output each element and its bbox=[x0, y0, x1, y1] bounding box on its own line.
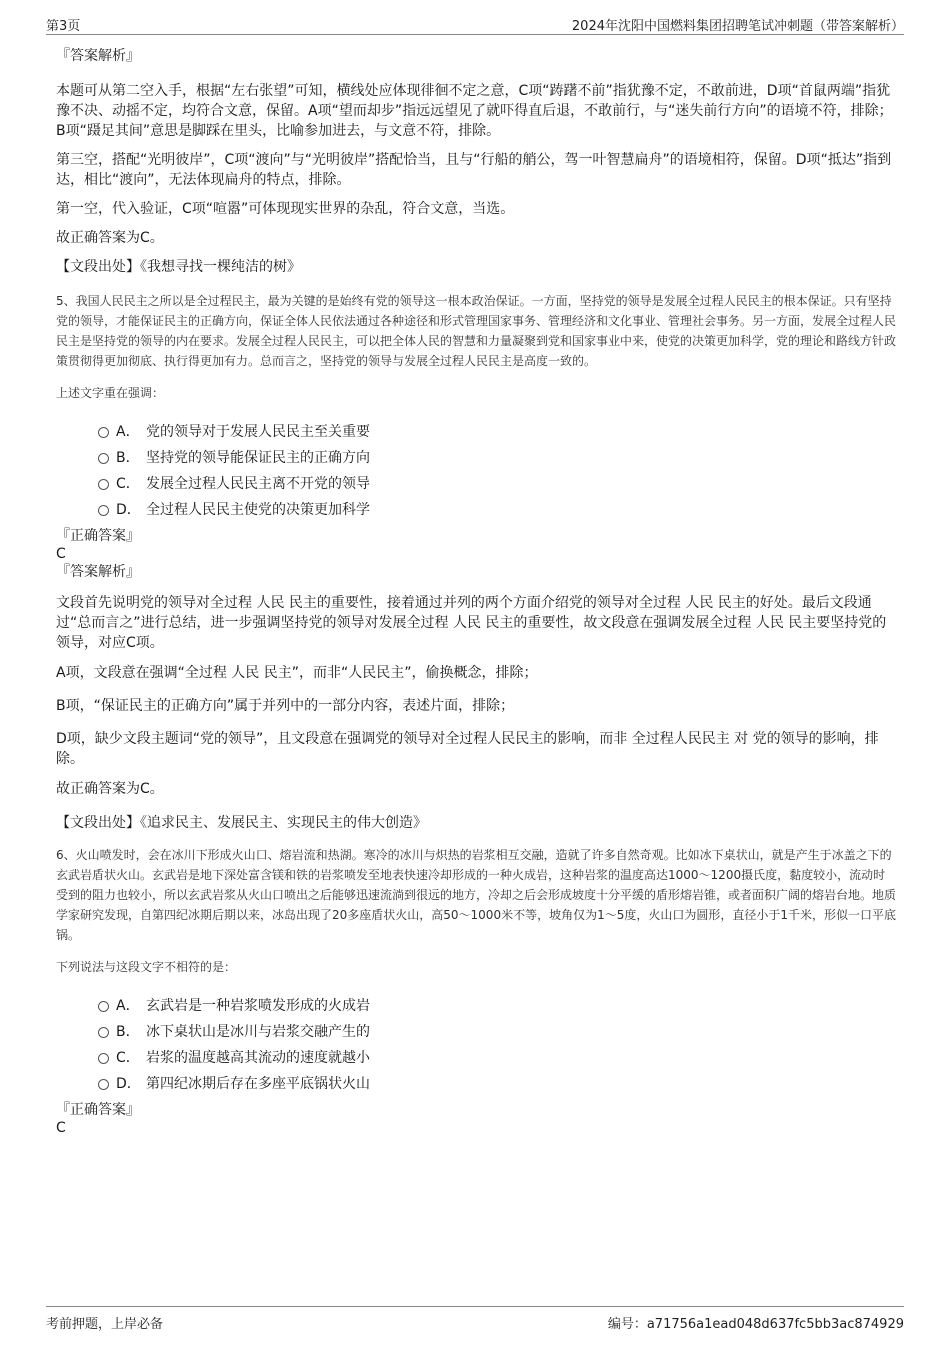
option-letter: C． bbox=[116, 476, 140, 492]
radio-icon[interactable] bbox=[98, 427, 109, 438]
option-letter: D． bbox=[116, 1076, 141, 1092]
option-d[interactable] bbox=[98, 1071, 896, 1097]
document-title: 2024年沈阳中国燃料集团招聘笔试冲刺题（带答案解析） bbox=[571, 19, 904, 34]
option-b[interactable] bbox=[98, 1019, 896, 1045]
analysis-paragraph: 文段首先说明党的领导对全过程 人民 民主的重要性，接着通过并列的两个方面介绍党的领导对全过程 人民 民主的好处。最后文段通过“总而言之”进行总结，进一步强调坚持党的领导对发展全过程 人民 民主的重要性，故文段意在强调发展全过程 人民 民主要坚持党的领导，对应C项。 bbox=[56, 595, 887, 651]
option-letter: A． bbox=[116, 998, 140, 1014]
option-text: 玄武岩是一种岩浆喷发形成的火成岩 bbox=[146, 998, 370, 1014]
option-list bbox=[56, 419, 896, 523]
radio-icon[interactable] bbox=[98, 453, 109, 464]
analysis-paragraph: 本题可从第二空入手，根据“左右张望”可知，横线处应体现徘徊不定之意，C项“踌躇不前”指犹豫不定，不敢前进，D项“首鼠两端”指犹豫不决、动摇不定，均符合文意，保留。A项“望而却步”指远远望见了就吓得直后退，不敢前行，与“迷失前行方向”的语境不符，排除；B项“蹑足其间”意思是脚踩在里头，比喻参加进去，与文意不符，排除。 bbox=[56, 83, 893, 139]
option-text: 党的领导对于发展人民民主至关重要 bbox=[146, 424, 370, 440]
option-d[interactable] bbox=[98, 497, 896, 523]
option-c[interactable] bbox=[98, 1045, 896, 1071]
analysis-label: 『答案解析』 bbox=[56, 48, 140, 64]
radio-icon[interactable] bbox=[98, 1027, 109, 1038]
document-id: 编号：a71756a1ead048d637fc5bb3ac874929 bbox=[607, 1317, 904, 1332]
answer-label: 『正确答案』 bbox=[56, 1102, 140, 1118]
option-a[interactable] bbox=[98, 993, 896, 1019]
option-text: 冰下桌状山是冰川与岩浆交融产生的 bbox=[146, 1024, 370, 1040]
radio-icon[interactable] bbox=[98, 505, 109, 516]
option-letter: B． bbox=[116, 1024, 140, 1040]
answer-label: 『正确答案』 bbox=[56, 528, 140, 544]
option-letter: B． bbox=[116, 450, 140, 466]
option-text: 发展全过程人民民主离不开党的领导 bbox=[146, 476, 370, 492]
analysis-paragraph: 第一空，代入验证，C项“喧嚣”可体现现实世界的杂乱，符合文意，当选。 bbox=[56, 201, 515, 217]
option-c[interactable] bbox=[98, 471, 896, 497]
question-passage: 6、火山喷发时，会在冰川下形成火山口、熔岩流和热湖。寒冷的冰川与炽热的岩浆相互交融，造就了许多自然奇观。比如冰下桌状山，就是产生于冰盖之下的玄武岩盾状火山。玄武岩是地下深处富含镁和铁的岩浆喷发至地表快速冷却形成的一种火成岩，这种岩浆的温度高达1000～1200摄氏度，黏度较小，流动时受到的阻力也较小，所以玄武岩浆从火山口喷出之后能够迅速流淌到很远的地方，冷却之后会形成坡度十分平缓的盾形熔岩锥，或者面积广阔的熔岩台地。地质学家研究发现，自第四纪冰期后期以来，冰岛出现了20多座盾状火山，高50～1000米不等，坡角仅为1～5度，火山口为圆形，直径小于1千米，形似一口平底锅。 bbox=[56, 848, 897, 942]
analysis-paragraph: A项，文段意在强调“全过程 人民 民主”，而非“人民民主”，偷换概念，排除； bbox=[56, 665, 538, 681]
option-b[interactable] bbox=[98, 445, 896, 471]
question-stem: 下列说法与这段文字不相符的是： bbox=[56, 960, 237, 974]
passage-source: 【文段出处】《追求民主、发展民主、实现民主的伟大创造》 bbox=[56, 815, 427, 831]
question-stem: 上述文字重在强调： bbox=[56, 386, 165, 400]
page-number: 第3页 bbox=[46, 19, 81, 34]
radio-icon[interactable] bbox=[98, 1001, 109, 1012]
correct-answer: C bbox=[56, 546, 66, 562]
option-text: 第四纪冰期后存在多座平底锅状火山 bbox=[146, 1076, 370, 1092]
correct-answer: C bbox=[56, 1120, 66, 1136]
option-list bbox=[56, 993, 896, 1097]
option-letter: C． bbox=[116, 1050, 140, 1066]
radio-icon[interactable] bbox=[98, 479, 109, 490]
radio-icon[interactable] bbox=[98, 1053, 109, 1064]
analysis-paragraph: D项，缺少文段主题词“党的领导”，且文段意在强调党的领导对全过程人民民主的影响，而非 全过程人民民主 对 党的领导的影响，排除。 bbox=[56, 731, 879, 767]
analysis-label: 『答案解析』 bbox=[56, 564, 140, 580]
analysis-paragraph: 第三空，搭配“光明彼岸”，C项“渡向”与“光明彼岸”搭配恰当，且与“行船的艄公，驾一叶智慧扁舟”的语境相符，保留。D项“抵达”指到达，相比“渡向”，无法体现扁舟的特点，排除。 bbox=[56, 152, 892, 188]
option-text: 全过程人民民主使党的决策更加科学 bbox=[146, 502, 370, 518]
option-letter: D． bbox=[116, 502, 141, 518]
option-text: 坚持党的领导能保证民主的正确方向 bbox=[146, 450, 370, 466]
page-header bbox=[46, 14, 904, 35]
analysis-conclusion: 故正确答案为C。 bbox=[56, 230, 164, 246]
radio-icon[interactable] bbox=[98, 1079, 109, 1090]
footer-slogan: 考前押题，上岸必备 bbox=[46, 1317, 164, 1332]
passage-source: 【文段出处】《我想寻找一棵纯洁的树》 bbox=[56, 259, 301, 275]
analysis-paragraph: B项，“保证民主的正确方向”属于并列中的一部分内容，表述片面，排除； bbox=[56, 698, 515, 714]
page-content bbox=[56, 46, 896, 1137]
question-passage: 5、我国人民民主之所以是全过程民主，最为关键的是始终有党的领导这一根本政治保证。一方面，坚持党的领导是发展全过程人民民主的根本保证。只有坚持党的领导，才能保证民主的正确方向，保证全体人民依法通过各种途径和形式管理国家事务、管理经济和文化事业、管理社会事务。另一方面，发展全过程人民民主是坚持党的领导的内在要求。发展全过程人民民主，可以把全体人民的智慧和力量凝聚到党和国家事业中来，使党的决策更加科学，党的理论和路线方针政策贯彻得更加彻底、执行得更加有力。总而言之，坚持党的领导与发展全过程人民民主是高度一致的。 bbox=[56, 294, 897, 368]
option-letter: A． bbox=[116, 424, 140, 440]
option-a[interactable] bbox=[98, 419, 896, 445]
option-text: 岩浆的温度越高其流动的速度就越小 bbox=[146, 1050, 370, 1066]
page-footer bbox=[46, 1306, 904, 1332]
analysis-conclusion: 故正确答案为C。 bbox=[56, 781, 164, 797]
